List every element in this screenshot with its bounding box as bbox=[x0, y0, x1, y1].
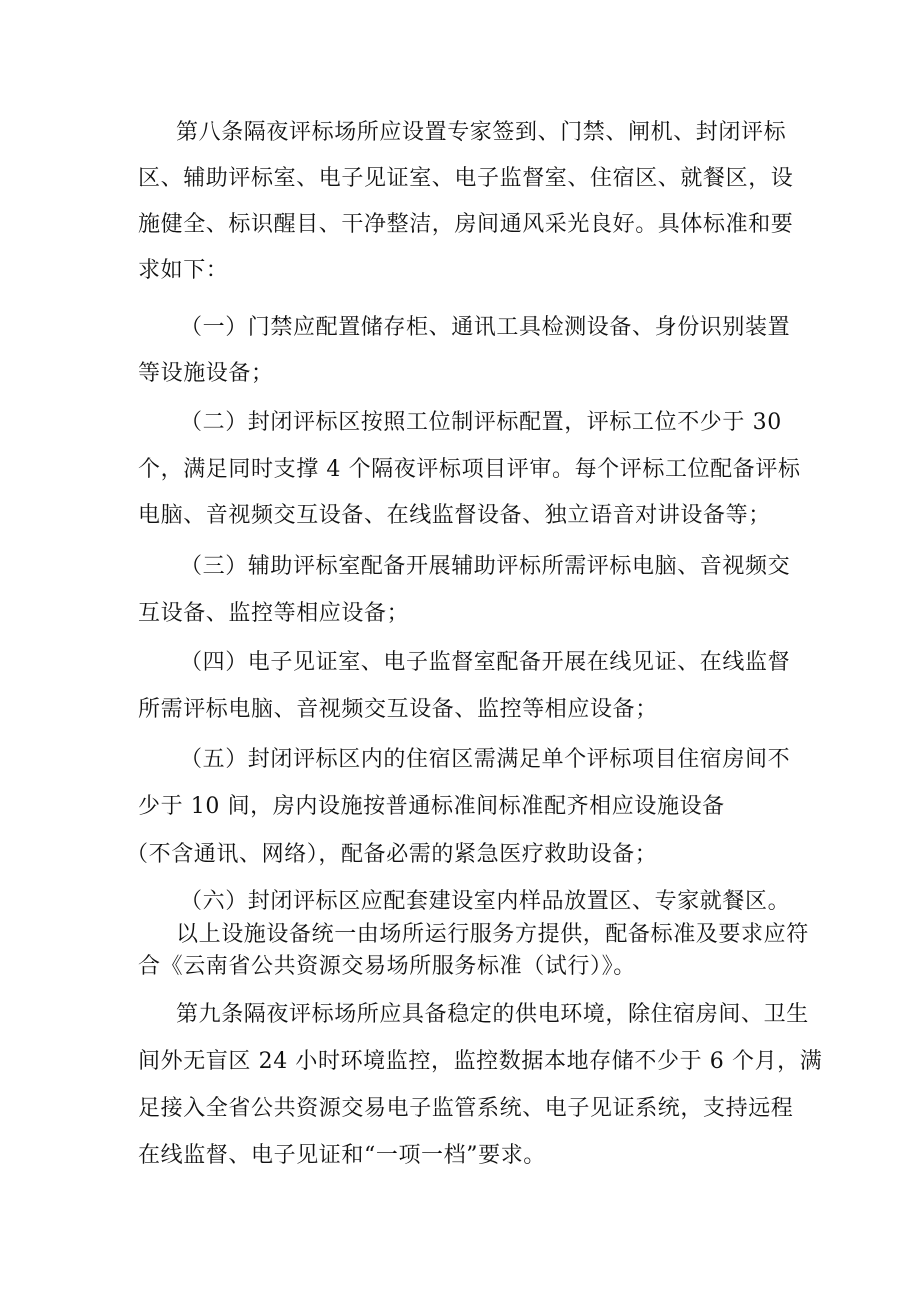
text-line: 个，满足同时支撑 4 个隔夜评标项目评审。每个评标工位配备评标 bbox=[138, 457, 801, 482]
text-line: 少于 10 间，房内设施按普通标准间标准配齐相应设施设备 bbox=[138, 794, 725, 819]
text-line: 以上设施设备统一由场所运行服务方提供，配备标准及要求应符 bbox=[176, 922, 809, 947]
text-line: 区、辅助评标室、电子见证室、电子监督室、住宿区、就餐区，设 bbox=[138, 166, 794, 191]
text-line: 等设施设备； bbox=[138, 361, 274, 386]
text-line: 足接入全省公共资源交易电子监管系统、电子见证系统，支持远程 bbox=[138, 1096, 794, 1121]
text-line: 间外无盲区 24 小时环境监控，监控数据本地存储不少于 6 个月，满 bbox=[138, 1049, 823, 1074]
text-line: （不含通讯、网络），配备必需的紧急医疗救助设备； bbox=[126, 842, 658, 867]
text-line: （二）封闭评标区按照工位制评标配置，评标工位不少于 30 bbox=[180, 410, 782, 435]
text-line: 施健全、标识醒目、干净整洁，房间通风采光良好。具体标准和要 bbox=[138, 212, 794, 237]
text-line: 第八条隔夜评标场所应设置专家签到、门禁、闸机、封闭评标 bbox=[176, 120, 787, 145]
text-line: （六）封闭评标区应配套建设室内样品放置区、专家就餐区。 bbox=[180, 889, 791, 914]
text-line: 所需评标电脑、音视频交互设备、监控等相应设备； bbox=[138, 697, 658, 722]
text-line: （五）封闭评标区内的住宿区需满足单个评标项目住宿房间不 bbox=[180, 747, 791, 772]
text-line: 合《云南省公共资源交易场所服务标准（试行）》。 bbox=[138, 954, 636, 979]
text-line: 求如下： bbox=[138, 258, 229, 283]
text-line: 互设备、监控等相应设备； bbox=[138, 601, 410, 626]
text-line: 电脑、音视频交互设备、在线监督设备、独立语音对讲设备等； bbox=[138, 503, 771, 528]
text-line: 第九条隔夜评标场所应具备稳定的供电环境，除住宿房间、卫生 bbox=[176, 1002, 809, 1027]
text-line: 在线监督、电子见证和“一项一档”要求。 bbox=[138, 1143, 546, 1168]
text-line: （三）辅助评标室配备开展辅助评标所需评标电脑、音视频交 bbox=[180, 554, 791, 579]
text-line: （四）电子见证室、电子监督室配备开展在线见证、在线监督 bbox=[180, 650, 791, 675]
text-line: （一）门禁应配置储存柜、通讯工具检测设备、身份识别装置 bbox=[180, 315, 791, 340]
